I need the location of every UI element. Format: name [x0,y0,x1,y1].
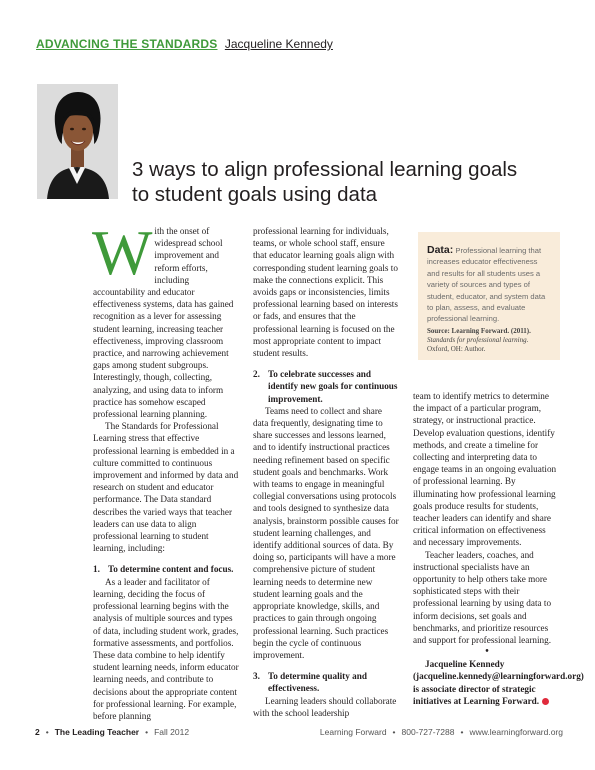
author-name: Jacqueline Kennedy [224,37,333,51]
article-column-2 [253,225,399,719]
point-1-paragraph: As a leader and facilitator of learning, deciding the focus of professional learning begins with the analysis of multiple sources and types of data, including student work, grades, formative assessments, and portfolios. These data combine to help identify student learning needs, inform educator learning needs, and contribute to decisions about the appropriate content for professional learning. For example, before planning [93,576,239,721]
page-number: 2 [35,727,40,737]
sidebar-definition: Professional learning that increases educator effectiveness and results for all students uses a variety of sources and types of student, educator, and system data to plan, assess, and evaluate professional learning. [427,246,546,324]
drop-cap: W [92,217,153,288]
point-2-paragraph: Teams need to collect and share data frequently, designating time to share successes and lessons learned, and to identify instructional practices needing refinement based on specific student goals and benchmarks. Work with teams to engage in meaningful collegial conversations using protocols and tools designed to synthesize data analysis, brainstorm possible causes for student learning challenges, and identify additional sources of data. By doing so, participants will have a more comprehensive picture of student learning needs to determine new student learning goals and the appropriate knowledge, skills, and practices to gain through ongoing professional learning. Such practices begin the cycle of continuous improvement. [253,405,399,660]
section-kicker: ADVANCING THE STANDARDS [36,37,218,51]
website-link[interactable]: www.learningforward.org [469,727,563,737]
headline-line-1: 3 ways to align professional learning goals [132,158,518,181]
intro-paragraph: ith the onset of widespread school improvement and reform efforts, including accountability and educator effectiveness systems, data has gained recognition as a lever for assessing student learning, increasing teacher effectiveness, improving classroom practice, and narrowing achievement gaps among student subgroups. Interestingly, though, collecting, analyzing, and using data to inform practice has somehow escaped professional learning planning. [93,226,234,420]
point-3-heading: 3. To determine quality and effectiveness. [253,671,367,694]
phone-number: 800-727-7288 [401,727,455,737]
separator-bullet: • [485,646,489,658]
standards-paragraph: The Standards for Professional Learning stress that effective professional learning is embedded in a culture committed to continuous improvement and informed by data and research on student and educator performance. The Data standard describes the varied ways that teacher leaders can use data to align professional learning to student learning, including: [93,421,239,554]
metrics-paragraph: team to identify metrics to determine the impact of a particular program, strategy, or instructional practice. Develop evaluation questions, identify methods, and create a timeline for collecting and interpreting data to engage teams in an ongoing evaluation of professional learning. By illuminating how professional learning goals produce results for students, teacher leaders can identify and share critical information on effectiveness and necessary improvements. [413,391,557,548]
point-3-paragraph: Learning leaders should collaborate with the school leadership [253,695,397,718]
footer-right: Learning Forward • 800-727-7288 • www.learningforward.org [319,727,563,737]
organization-name: Learning Forward [319,727,387,737]
author-bio: Jacqueline Kennedy (jacqueline.kennedy@learningforward.org) is associate director of strategic initiatives at Learning Forward. [413,659,584,706]
article-column-1 [92,217,241,722]
author-portrait-image [37,84,118,199]
article-column-3 [413,390,584,707]
red-dot-icon [542,698,549,705]
section-header [36,37,333,51]
issue-date: Fall 2012 [154,727,190,737]
footer-left: 2 • The Leading Teacher • Fall 2012 [35,727,190,737]
page-footer [35,727,563,741]
point-1-heading: 1. To determine content and focus. [93,564,234,575]
sidebar-label: Data: [427,244,454,256]
continuation-paragraph: professional learning for individuals, teams, or whole school staff, ensure that educator learning goals align with corresponding student learning goals to make the connections explicit. This avoids gaps or inconsistencies, limits professional learning based on interests or fads, and ensures that the professional learning is focused on the most appropriate content to impact student results. [253,226,398,359]
leaders-paragraph: Teacher leaders, coaches, and instructional specialists have an opportunity to help others take more sophisticated steps with their professional learning by using data to inform decisions, set goals and benchmarks, and prioritize resources and support for professional learning. [413,549,552,646]
point-2-heading: 2. To celebrate successes and identify new goals for continuous improvement. [253,369,398,404]
article-headline [132,157,572,207]
data-standard-sidebar [418,232,560,360]
publication-name: The Leading Teacher [54,727,140,737]
headline-line-2: to student goals using data [132,183,378,206]
sidebar-source: Source: Learning Forward. (2011). Standards for professional learning. Oxford, OH: Author. [427,326,531,353]
sidebar-text [427,245,551,325]
author-photo [37,84,118,199]
